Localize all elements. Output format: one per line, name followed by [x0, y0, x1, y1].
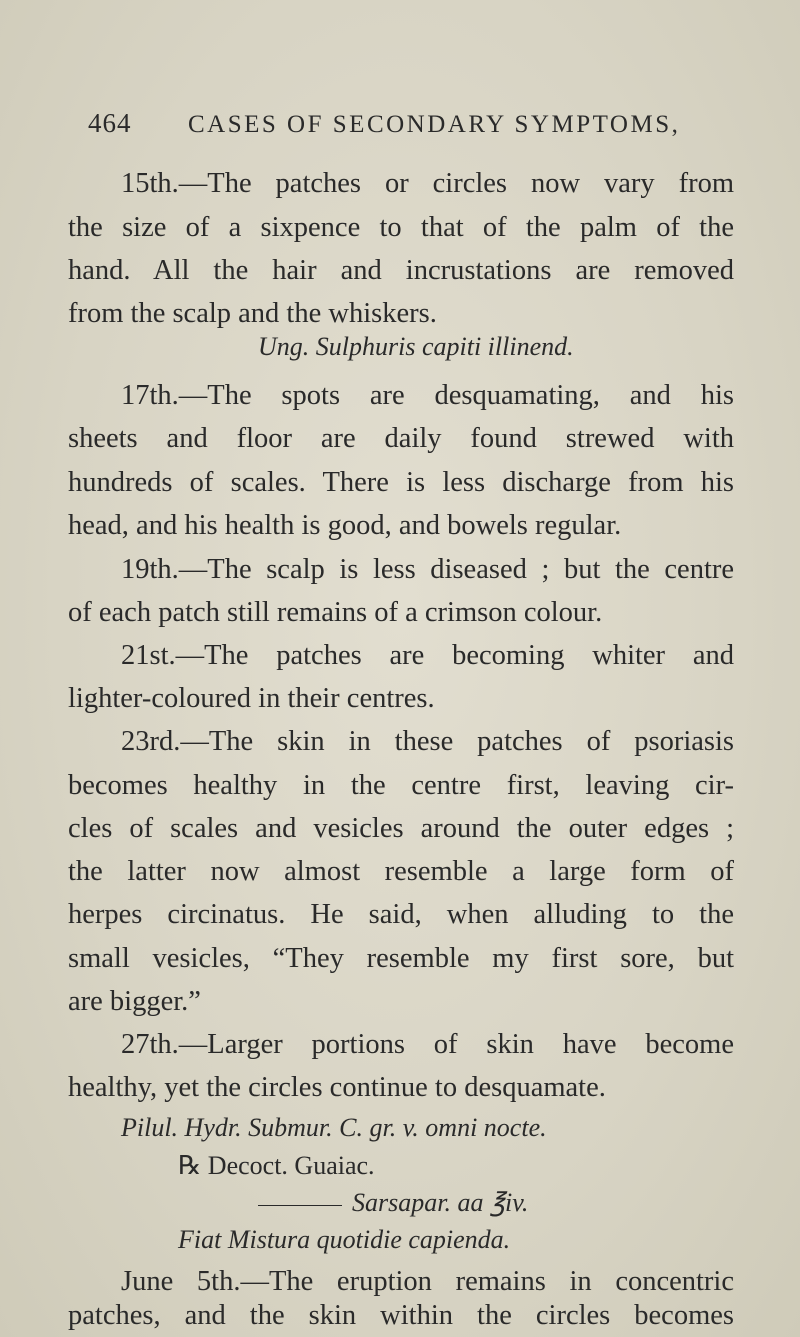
prescription-decoct: ℞ Decoct. Guaiac. — [178, 1151, 375, 1180]
text-line: 23rd.—The skin in these patches of psoriasis — [121, 726, 734, 757]
prescription-ung: Ung. Sulphuris capiti illinend. — [258, 332, 574, 361]
text-line: small vesicles, “They resemble my first sore, but — [68, 943, 734, 974]
text-line: herpes circinatus. He said, when alluding to the — [68, 899, 734, 930]
text-line: hand. All the hair and incrustations are removed — [68, 255, 734, 286]
text-line: 27th.—Larger portions of skin have become — [121, 1029, 734, 1060]
text-line: lighter-coloured in their centres. — [68, 683, 435, 714]
text-line: are bigger.” — [68, 986, 201, 1017]
running-title: CASES OF SECONDARY SYMPTOMS, — [188, 111, 681, 138]
text-line: 15th.—The patches or circles now vary from — [121, 168, 734, 199]
text-line: 17th.—The spots are desquamating, and his — [121, 380, 734, 411]
page-header — [88, 108, 688, 139]
text-line: sheets and floor are daily found strewed with — [68, 423, 734, 454]
text-line: of each patch still remains of a crimson colour. — [68, 597, 603, 628]
text-line: 21st.—The patches are becoming whiter and — [121, 640, 734, 671]
text-line: the latter now almost resemble a large form of — [68, 856, 734, 887]
ditto-dash — [258, 1205, 342, 1206]
prescription-sarsapar-line — [258, 1188, 528, 1218]
text-line: head, and his health is good, and bowels regular. — [68, 510, 622, 541]
text-line: the size of a sixpence to that of the palm of the — [68, 212, 734, 243]
text-line: 19th.—The scalp is less diseased ; but the centre — [121, 554, 734, 585]
prescription-sarsapar: Sarsapar. aa ℥iv. — [352, 1188, 529, 1217]
text-line: cles of scales and vesicles around the outer edges ; — [68, 813, 734, 844]
prescription-pilul: Pilul. Hydr. Submur. C. gr. v. omni nocte. — [121, 1113, 547, 1142]
text-line: from the scalp and the whiskers. — [68, 298, 437, 329]
prescription-fiat: Fiat Mistura quotidie capienda. — [178, 1225, 511, 1254]
text-line: healthy, yet the circles continue to desquamate. — [68, 1072, 606, 1103]
text-line: patches, and the skin within the circles becomes — [68, 1300, 734, 1331]
page-number: 464 — [88, 108, 132, 138]
text-line: hundreds of scales. There is less discharge from his — [68, 467, 734, 498]
text-line: becomes healthy in the centre first, leaving cir- — [68, 770, 734, 801]
text-line: June 5th.—The eruption remains in concentric — [121, 1266, 734, 1297]
